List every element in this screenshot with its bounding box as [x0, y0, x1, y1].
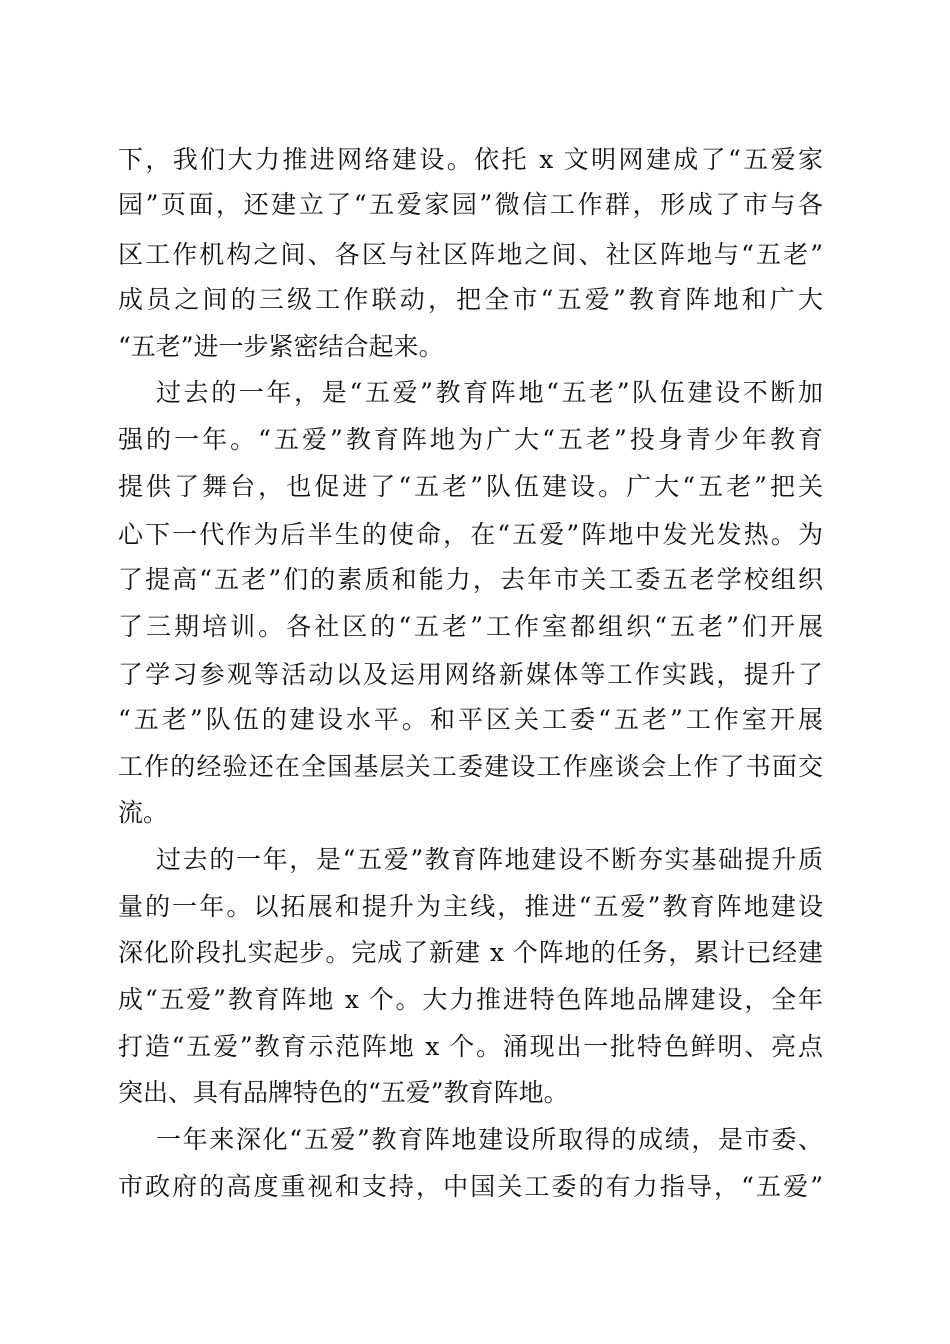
text-line: 成员之间的三级工作联动，把全市“五爱”教育阵地和广大: [118, 285, 823, 314]
paragraph-first-line: 一年来深化“五爱”教育阵地建设所取得的成绩，是市委、: [156, 1125, 823, 1154]
text-line: 下，我们大力推进网络建设。依托 x 文明网建成了“五爱家: [118, 145, 823, 174]
text-line: 园”页面，还建立了“五爱家园”微信工作群，形成了市与各: [118, 190, 823, 219]
text-line: 心下一代作为后半生的使命，在“五爱”阵地中发光发热。为: [118, 520, 823, 549]
text-line: 强的一年。“五爱”教育阵地为广大“五老”投身青少年教育: [118, 425, 823, 454]
text-line: 工作的经验还在全国基层关工委建设工作座谈会上作了书面交: [118, 752, 823, 781]
text-line: 市政府的高度重视和支持，中国关工委的有力指导，“五爱”: [118, 1172, 823, 1201]
text-line: 提供了舞台，也促进了“五老”队伍建设。广大“五老”把关: [118, 472, 823, 501]
text-line: 打造“五爱”教育示范阵地 x 个。涌现出一批特色鲜明、亮点: [118, 1032, 823, 1061]
text-line: “五老”进一步紧密结合起来。: [118, 332, 444, 361]
text-line: 流。: [118, 798, 169, 827]
paragraph-first-line: 过去的一年，是“五爱”教育阵地“五老”队伍建设不断加: [156, 378, 823, 407]
text-line: 了学习参观等活动以及运用网络新媒体等工作实践，提升了: [118, 660, 823, 689]
text-line: 区工作机构之间、各区与社区阵地之间、社区阵地与“五老”: [118, 240, 823, 269]
text-line: 成“五爱”教育阵地 x 个。大力推进特色阵地品牌建设，全年: [118, 985, 823, 1014]
text-line: 突出、具有品牌特色的“五爱”教育阵地。: [118, 1078, 569, 1107]
text-line: 深化阶段扎实起步。完成了新建 x 个阵地的任务，累计已经建: [118, 938, 823, 967]
text-line: 了提高“五老”们的素质和能力，去年市关工委五老学校组织: [118, 565, 823, 594]
text-line: 量的一年。以拓展和提升为主线，推进“五爱”教育阵地建设: [118, 892, 823, 921]
paragraph-first-line: 过去的一年，是“五爱”教育阵地建设不断夯实基础提升质: [156, 845, 823, 874]
text-line: 了三期培训。各社区的“五老”工作室都组织“五老”们开展: [118, 612, 823, 641]
text-line: “五老”队伍的建设水平。和平区关工委“五老”工作室开展: [118, 705, 823, 734]
